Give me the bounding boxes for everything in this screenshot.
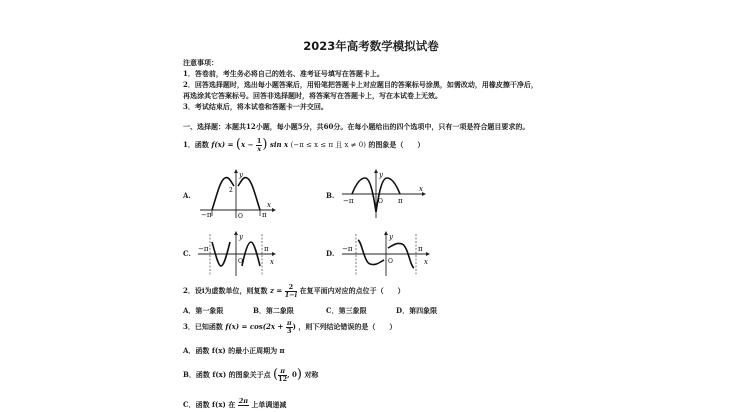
graph-a-neg-pi: −π [201,211,212,219]
graph-b-y-label: y [379,171,383,179]
question-3-stem [183,318,396,336]
graph-d-origin: O [388,258,393,265]
q3-b-rparen: ) [296,367,302,382]
q1-fx: f(x) [211,140,226,149]
q3-frac-num: π [286,318,292,327]
graph-d-x-arrow [426,252,430,256]
q3-b-frac-num: π [278,368,287,376]
graph-d-neg-pi: −π [342,245,353,253]
q3-option-c-suffix: 上单调递减 [251,400,287,409]
graph-c [196,230,281,278]
q1-option-a-label[interactable]: A. [183,191,191,200]
graph-a-y-label: y [239,171,243,179]
q3-c-fraction-top [238,398,249,406]
q2-suffix: 在复平面内对应的点位于（ ） [299,286,405,295]
graph-b-origin: O [378,198,383,205]
q1-prefix: 1．函数 [183,140,209,149]
q3-b-lparen: ( [273,367,279,382]
notice-item-2-cont: 再选涂其它答案标号。回答非选择题时，将答案写在答题卡上，写在本试卷上无效。 [183,91,442,100]
graph-a-x-arrow [272,208,276,212]
q2-option-a[interactable]: A．第一象限 [183,306,224,315]
graph-c-x-label: x [270,258,274,266]
q3-c-frac-num: 2π [238,397,248,405]
q1-lparen: ( [235,137,241,152]
q1-suffix: 的图象是（ ） [368,140,425,149]
question-1-stem [183,136,424,154]
question-2-stem [183,282,405,300]
q3-fraction [286,320,293,335]
q1-x-minus: x − [240,140,254,149]
q3-b-zero: , 0 [287,370,297,379]
graph-a [198,168,278,220]
graph-b-y-arrow [374,169,378,173]
graph-b-pi: π [398,197,403,205]
q3-b-frac-den: 12 [278,374,288,383]
q1-option-c-label[interactable]: C. [183,249,191,258]
q1-rparen: ) [262,137,268,152]
graph-d-y-arrow [384,231,388,235]
q3-close: ) [292,322,296,331]
graph-d [340,230,435,278]
q2-fraction [285,284,297,299]
graph-c-y-arrow [234,231,238,235]
q1-domain: (−π ≤ x ≤ π 且 x ≠ 0) [290,141,366,149]
graph-a-x-label: x [267,201,271,209]
exam-title: 2023年高考数学模拟试卷 [303,39,439,53]
q3-b-fraction [278,368,287,383]
q1-frac-num: 1 [256,136,262,145]
q2-prefix: 2．设i为虚数单位，则复数 [183,286,268,295]
notice-item-1: 1．答卷前，考生务必将自己的姓名、准考证号填写在答题卡上。 [183,69,384,78]
q3-option-b-suffix: 对称 [304,370,319,379]
q3-frac-den: 3 [286,326,292,335]
notice-item-2: 2．回答选择题时，选出每小题答案后，用铅笔把答题卡上对应题目的答案标号涂黑，如需改动，用橡皮擦干净后， [183,80,538,89]
q3-prefix: 3．已知函数 [183,322,223,331]
graph-c-origin: O [238,258,243,265]
graph-d-x-label: x [424,258,428,266]
graph-b-x-label: x [419,185,423,193]
q2-z: z = [269,286,283,295]
q2-frac-num: 2 [285,284,297,292]
q3-option-b[interactable] [183,366,318,384]
q3-fx: f(x) = cos(2x + [225,322,284,331]
graph-c-neg-pi: −π [198,245,209,253]
graph-c-x-arrow [272,252,276,256]
graph-a-origin: O [238,213,243,220]
graph-c-y-label: y [239,233,243,241]
graph-d-pi: π [418,245,423,253]
graph-b [340,168,430,220]
q3-option-a[interactable]: A．函数 f(x) 的最小正周期为 π [183,346,285,355]
q1-frac-den: x [257,144,262,153]
q1-sin: sin x [269,140,289,149]
q1-eq: = [227,140,234,149]
q2-option-c[interactable]: C．第三象限 [326,306,367,315]
q3-option-b-prefix: B．函数 f(x) 的图象关于点 [183,370,271,379]
q1-option-b-label[interactable]: B. [326,191,335,200]
q1-option-d-label[interactable]: D. [326,249,335,258]
q2-option-d[interactable]: D．第四象限 [396,306,438,315]
section-heading: 一、选择题：本题共12小题，每小题5分，共60分。在每小题给出的四个选项中，只有一项是符合题目要求的。 [183,122,530,131]
graph-b-neg-pi: −π [343,197,354,205]
q2-option-b[interactable]: B．第二象限 [253,306,294,315]
graph-a-pi: π [262,211,267,219]
q2-frac-den: 1−i [284,290,298,299]
graph-a-y-arrow [234,169,238,173]
q3-suffix: ，则下列结论错误的是（ ） [298,322,397,331]
graph-c-pi: π [264,245,269,253]
notice-item-3: 3．考试结束后，将本试卷和答题卡一并交回。 [183,102,328,111]
notice-heading: 注意事项： [183,58,218,67]
q3-option-c-prefix: C．函数 f(x) 在 [183,400,236,409]
graph-d-y-label: y [389,233,393,241]
graph-a-two: 2 [229,187,233,194]
